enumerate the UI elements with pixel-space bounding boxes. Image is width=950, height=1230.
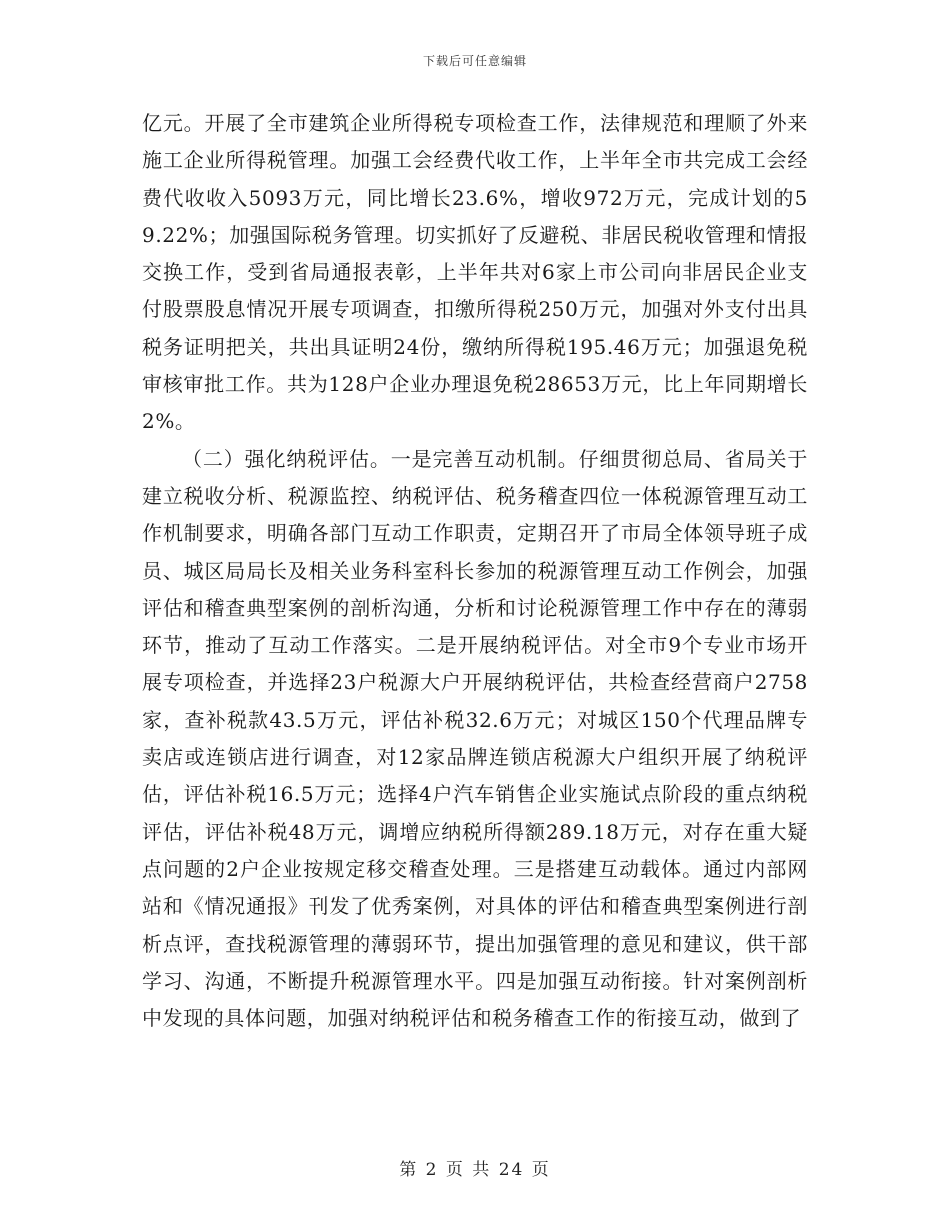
- paragraph-tax-assessment: （二）强化纳税评估。一是完善互动机制。仔细贯彻总局、省局关于建立税收分析、税源监控、纳税评估、税务稽查四位一体税源管理互动工作机制要求，明确各部门互动工作职责，定期召开了市局全体领导班子成员、城区局局长及相关业务科室科长参加的税源管理互动工作例会，加强评估和稽查典型案例的剖析沟通，分析和讨论税源管理工作中存在的薄弱环节，推动了互动工作落实。二是开展纳税评估。对全市9个专业市场开展专项检查，并选择23户税源大户开展纳税评估，共检查经营商户2758家，查补税款43.5万元，评估补税32.6万元；对城区150个代理品牌专卖店或连锁店进行调查，对12家品牌连锁店税源大户组织开展了纳税评估，评估补税16.5万元；选择4户汽车销售企业实施试点阶段的重点纳税评估，评估补税48万元，调增应纳税所得额289.18万元，对存在重大疑点问题的2户企业按规定移交稽查处理。三是搭建互动载体。通过内部网站和《情况通报》刊发了优秀案例，对具体的评估和稽查典型案例进行剖析点评，查找税源管理的薄弱环节，提出加强管理的意见和建议，供干部学习、沟通，不断提升税源管理水平。四是加强互动衔接。针对案例剖析中发现的具体问题，加强对纳税评估和税务稽查工作的衔接互动，做到了: [142, 446, 808, 1031]
- document-body: [142, 105, 808, 1037]
- paragraph-continuation: 亿元。开展了全市建筑企业所得税专项检查工作，法律规范和理顺了外来施工企业所得税管理。加强工会经费代收工作，上半年全市共完成工会经费代收收入5093万元，同比增长23.6%，增收972万元，完成计划的59.22%；加强国际税务管理。切实抓好了反避税、非居民税收管理和情报交换工作，受到省局通报表彰，上半年共对6家上市公司向非居民企业支付股票股息情况开展专项调查，扣缴所得税250万元，加强对外支付出具税务证明把关，共出具证明24份，缴纳所得税195.46万元；加强退免税审核审批工作。共为128户企业办理退免税28653万元，比上年同期增长2%。: [142, 111, 808, 434]
- page-number-footer: 第 2 页 共 24 页: [399, 1160, 551, 1180]
- page-header: 下载后可任意编辑: [422, 54, 527, 68]
